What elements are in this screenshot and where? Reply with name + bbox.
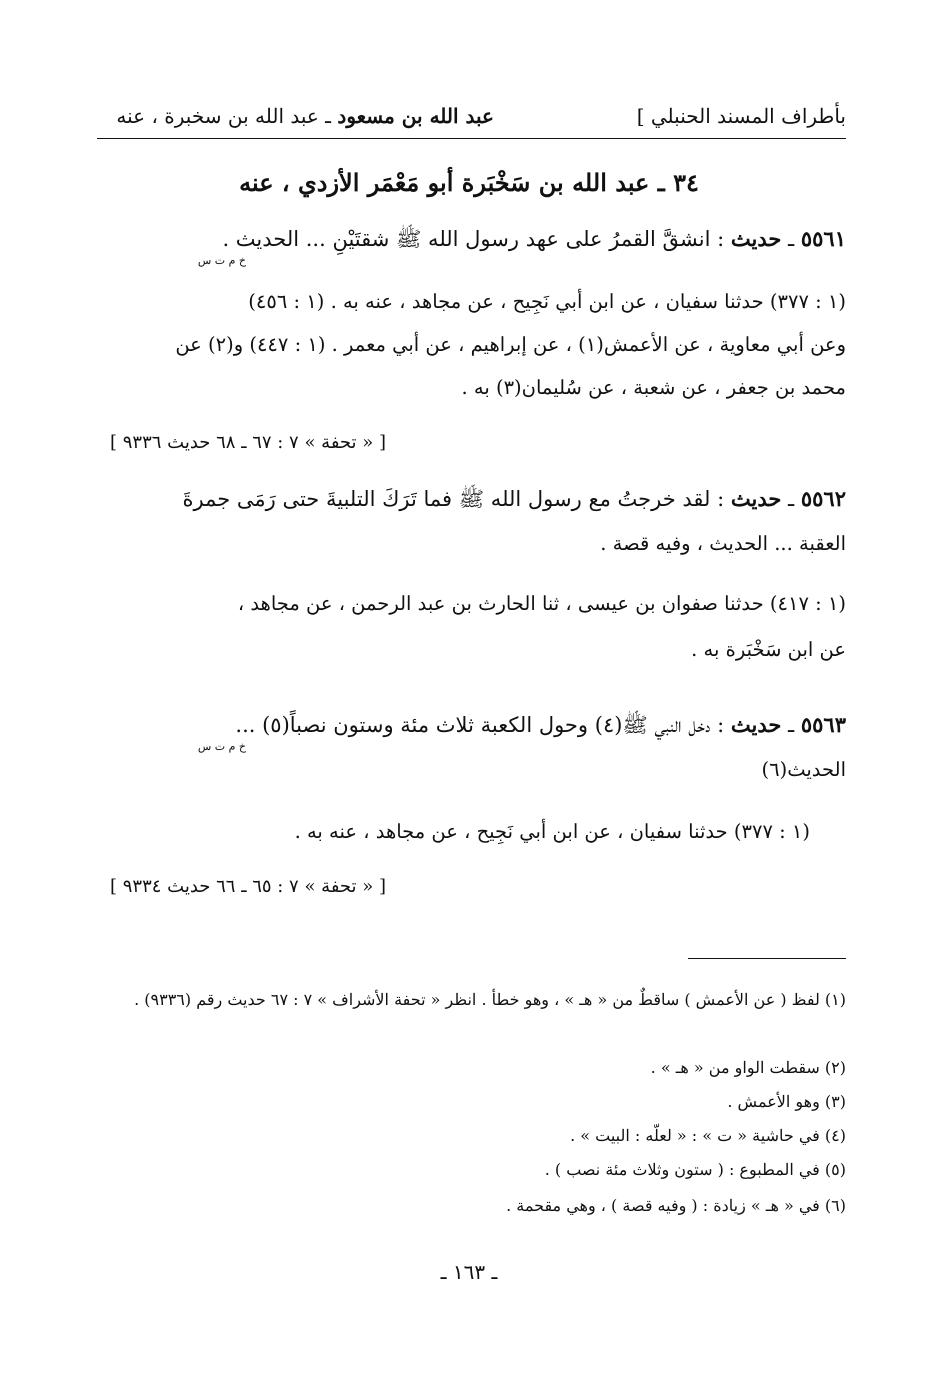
hadith-number: ٥٥٦٣: [800, 712, 846, 737]
footnote-divider: [688, 958, 846, 959]
hadith-text: : لقد خرجتُ مع رسول الله ﷺ فما تَرَكَ التلبيةَ حتى رَمَى جمرةَ: [182, 487, 731, 511]
chain-line: عن ابن سَخْبَرة به .: [691, 638, 846, 661]
header-book-title: بأطراف المسند الحنبلي ]: [636, 104, 846, 128]
hadith-number: ٥٥٦٢: [800, 486, 846, 511]
chain-line: (١ : ٤١٧) حدثنا صفوان بن عيسى ، ثنا الحارث بن عبد الرحمن ، عن مجاهد ،: [237, 592, 846, 615]
hadith-5562: ٥٥٦٢ ـ حديث : لقد خرجتُ مع رسول الله ﷺ فما تَرَكَ التلبيةَ حتى رَمَى جمرةَ: [182, 486, 846, 511]
header-section-rest: ـ عبد الله بن سخبرة ، عنه: [116, 104, 338, 128]
hadith-5563: ٥٥٦٣ ـ حديث : دخل النبي ﷺ(٤) وحول الكعبة ثلاث مئة وستون نصباً(٥) ...: [235, 712, 846, 737]
hadith-text: : انشقَّ القمرُ على عهد رسول الله ﷺ شقتَيْنِ ... الحديث .: [222, 227, 731, 251]
chain-line: وعن أبي معاوية ، عن الأعمش(١) ، عن إبراهيم ، عن أبي معمر . (١ : ٤٤٧) و(٢) عن: [175, 333, 846, 356]
hadith-keyword: حديث: [730, 226, 782, 251]
header-section: [116, 104, 494, 128]
header-section-bold: عبد الله بن مسعود: [337, 104, 494, 128]
chain-line: (١ : ٣٧٧) حدثنا سفيان ، عن ابن أبي نَجِيح ، عن مجاهد ، عنه به .: [294, 820, 810, 843]
section-title: ٣٤ ـ عبد الله بن سَخْبَرة أبو مَعْمَر الأزدي ، عنه: [239, 168, 699, 197]
hadith-keyword: حديث: [730, 486, 782, 511]
footnote-2: (٢) سقطت الواو من « هـ » .: [650, 1058, 846, 1077]
page-number: ـ ١٦٣ ـ: [440, 1260, 498, 1284]
tuhfa-reference: [ « تحفة » ٧ : ٦٧ ـ ٦٨ حديث ٩٣٣٦ ]: [110, 432, 387, 453]
hadith-text: : دخل النبي ﷺ(٤) وحول الكعبة ثلاث مئة وستون نصباً(٥) ...: [235, 713, 731, 737]
tuhfa-reference: [ « تحفة » ٧ : ٦٥ ـ ٦٦ حديث ٩٣٣٤ ]: [110, 876, 387, 897]
footnote-1: (١) لفظ ( عن الأعمش ) ساقطٌ من « هـ » ، وهو خطأ . انظر « تحفة الأشراف » ٧ : ٦٧ حديث رقم (٩٣٣٦) .: [134, 990, 846, 1009]
chain-line: محمد بن جعفر ، عن شعبة ، عن سُليمان(٣) به .: [461, 376, 846, 399]
hadith-number: ٥٥٦١: [800, 226, 846, 251]
hadith-keyword: حديث: [730, 712, 782, 737]
hadith-continuation: الحديث(٦): [761, 758, 846, 781]
footnote-6: (٦) في « هـ » زيادة : ( وفيه قصة ) ، وهي مقحمة .: [506, 1196, 846, 1215]
hadith-5561: ٥٥٦١ ـ حديث : انشقَّ القمرُ على عهد رسول الله ﷺ شقتَيْنِ ... الحديث .: [222, 226, 846, 251]
footnote-3: (٣) وهو الأعمش .: [727, 1092, 846, 1111]
hadith-symbols: خ م ت س: [197, 740, 246, 753]
header-divider: [97, 138, 846, 139]
hadith-symbols: خ م ت س: [197, 254, 246, 267]
hadith-continuation: العقبة ... الحديث ، وفيه قصة .: [600, 532, 846, 555]
chain-line: (١ : ٣٧٧) حدثنا سفيان ، عن ابن أبي نَجِيح ، عن مجاهد ، عنه به . (١ : ٤٥٦): [248, 290, 846, 313]
footnote-4: (٤) في حاشية « ت » : « لعلّه : البيت » .: [570, 1126, 846, 1145]
footnote-5: (٥) في المطبوع : ( ستون وثلاث مئة نصب ) .: [544, 1160, 846, 1179]
